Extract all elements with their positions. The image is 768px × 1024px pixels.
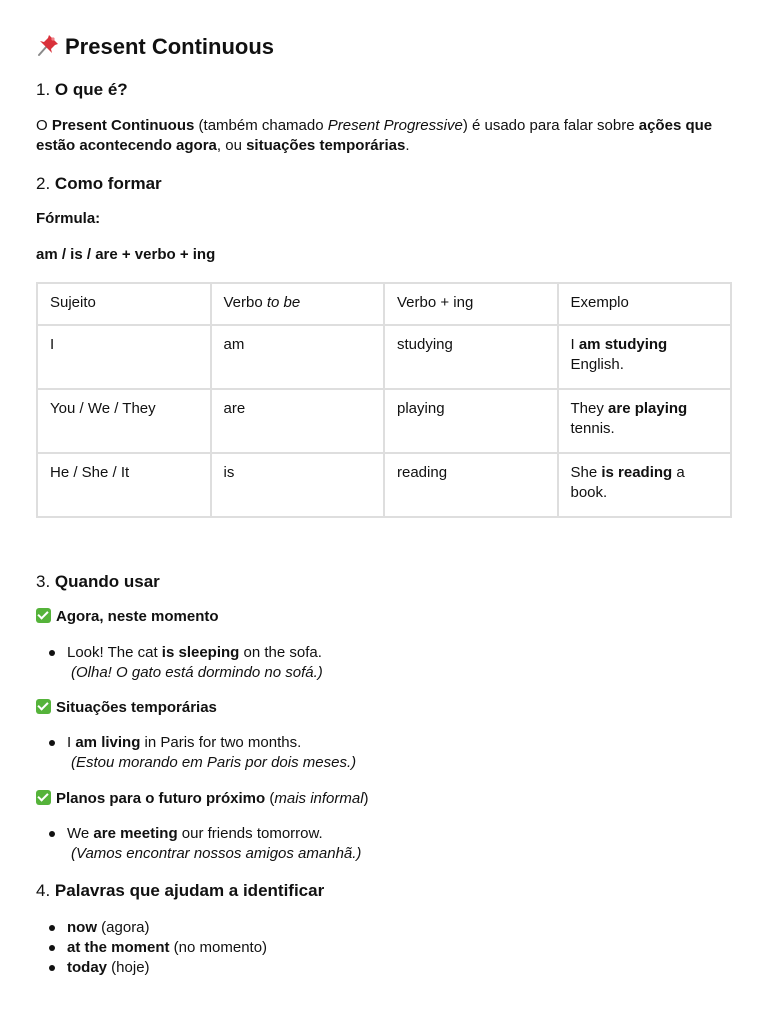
section-2-number: 2.	[36, 174, 51, 193]
table-row	[37, 389, 731, 453]
text-run: our friends tomorrow.	[177, 825, 323, 842]
text-run: on the sofa.	[239, 644, 322, 661]
text-run: studying	[397, 336, 453, 353]
table-cell	[384, 453, 558, 517]
keyword-text	[67, 958, 150, 978]
text-run: tennis.	[570, 420, 615, 437]
bold-text: Planos para o futuro próximo	[56, 790, 266, 807]
example-sentence	[67, 824, 323, 844]
text-run: ) é usado para falar sobre	[462, 117, 639, 134]
bold-text: today	[67, 959, 108, 976]
example-sentence	[67, 733, 301, 753]
bold-text: ações que estão acontecendo agora	[36, 117, 713, 154]
keyword-text	[67, 918, 150, 938]
usage-label	[36, 607, 219, 627]
table-cell	[211, 453, 385, 517]
table-cell	[37, 453, 211, 517]
bullet-dot	[49, 925, 55, 931]
text-run: She	[570, 464, 602, 481]
table-header-row	[37, 283, 731, 325]
keyword-text	[67, 938, 267, 958]
usage-label-text	[56, 699, 217, 716]
section-3-title: Quando usar	[54, 572, 160, 591]
bullet-dot	[49, 965, 55, 971]
italic-text: mais informal	[274, 790, 364, 807]
table-header-cell	[211, 283, 385, 325]
bold-text: is sleeping	[161, 644, 240, 661]
table-cell	[211, 325, 385, 389]
text-run: is	[223, 464, 235, 481]
section-3-number: 3.	[36, 572, 51, 591]
bold-text: Situações temporárias	[56, 699, 217, 716]
usage-label	[36, 789, 369, 809]
bold-text: are playing	[608, 400, 688, 417]
text-run: (hoje)	[107, 959, 150, 976]
conjugation-table	[36, 282, 732, 518]
section-2-title: Como formar	[54, 174, 162, 193]
text-run: (agora)	[97, 919, 150, 936]
text-run: , ou	[216, 137, 247, 154]
text-run: are	[223, 400, 246, 417]
text-run: )	[363, 790, 369, 807]
section-1-title: O que é?	[54, 80, 128, 99]
italic-text: Present Progressive	[327, 117, 463, 134]
section-4-title: Palavras que ajudam a identificar	[54, 881, 325, 900]
bullet-dot	[49, 945, 55, 951]
text-run: Verbo + ing	[397, 294, 474, 311]
text-run: I	[67, 734, 76, 751]
text-run: reading	[397, 464, 448, 481]
section-4-heading	[36, 880, 324, 902]
text-run: Exemplo	[570, 294, 629, 311]
example-sentence	[67, 643, 322, 663]
text-run: I	[50, 336, 55, 353]
text-run: Verbo	[223, 294, 267, 311]
check-mark-button-icon	[36, 699, 51, 714]
bold-text: are meeting	[93, 825, 178, 842]
table-row	[37, 325, 731, 389]
text-run: (no momento)	[169, 939, 268, 956]
example-translation: (Vamos encontrar nossos amigos amanhã.)	[71, 845, 362, 862]
text-run: a book.	[570, 464, 685, 501]
usage-label-text	[56, 608, 219, 625]
italic-text: to be	[266, 294, 301, 311]
example-translation: (Estou morando em Paris por dois meses.)	[71, 754, 357, 771]
text-run: I	[570, 336, 579, 353]
check-mark-button-icon	[36, 790, 51, 805]
text-run: We	[67, 825, 94, 842]
example-translation: (Olha! O gato está dormindo no sofá.)	[71, 664, 323, 681]
pushpin-icon	[36, 33, 60, 57]
table-header-cell	[558, 283, 732, 325]
bold-text: Agora, neste momento	[56, 608, 219, 625]
text-run: You / We / They	[50, 400, 156, 417]
bold-text: Present Continuous	[51, 117, 195, 134]
table-header-cell	[37, 283, 211, 325]
formula-label: Fórmula:	[36, 210, 101, 227]
section-3-heading	[36, 571, 160, 593]
check-mark-button-icon	[36, 608, 51, 623]
text-run: .	[405, 137, 410, 154]
table-cell	[558, 389, 732, 453]
table-header-cell	[384, 283, 558, 325]
text-run: (	[265, 790, 275, 807]
text-run: O	[36, 117, 52, 134]
usage-label	[36, 698, 217, 718]
table-cell	[558, 325, 732, 389]
text-run: Sujeito	[50, 294, 96, 311]
bullet-dot	[49, 831, 55, 837]
text-run: Look! The cat	[67, 644, 162, 661]
text-run: They	[570, 400, 609, 417]
section-1-paragraph	[36, 116, 726, 156]
bold-text: am living	[75, 734, 141, 751]
table-cell	[37, 325, 211, 389]
bold-text: situações temporárias	[246, 137, 406, 154]
table-cell	[558, 453, 732, 517]
formula-text: am / is / are + verbo + ing	[36, 246, 216, 263]
text-run: am	[223, 336, 245, 353]
bold-text: is reading	[601, 464, 673, 481]
section-1-number: 1.	[36, 80, 51, 99]
bullet-dot	[49, 740, 55, 746]
text-run: He / She / It	[50, 464, 130, 481]
text-run: playing	[397, 400, 445, 417]
table-cell	[37, 389, 211, 453]
table-cell	[384, 389, 558, 453]
section-1-heading	[36, 79, 128, 101]
bold-text: now	[67, 919, 97, 936]
bold-text: at the moment	[67, 939, 170, 956]
usage-label-text	[56, 790, 369, 807]
section-2-heading	[36, 173, 162, 195]
bullet-dot	[49, 650, 55, 656]
section-4-number: 4.	[36, 881, 51, 900]
table-cell	[384, 325, 558, 389]
text-run: English.	[570, 356, 624, 373]
text-run: (também chamado	[194, 117, 328, 134]
table-cell	[211, 389, 385, 453]
bold-text: am studying	[578, 336, 668, 353]
page-title	[36, 32, 274, 62]
page-title-text: Present Continuous	[65, 34, 275, 59]
table-row	[37, 453, 731, 517]
text-run: in Paris for two months.	[140, 734, 302, 751]
